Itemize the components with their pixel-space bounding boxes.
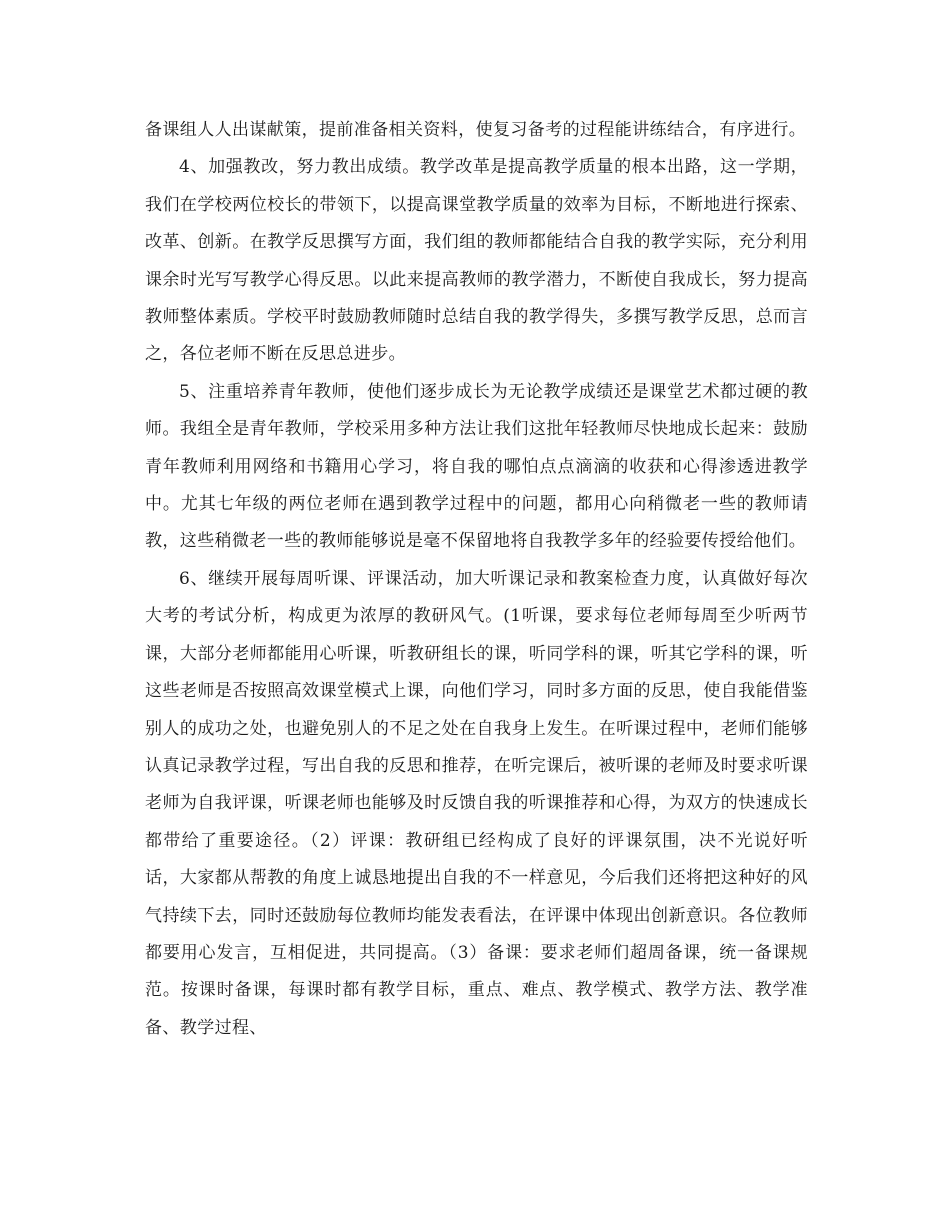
paragraph-item-5: 5、注重培养青年教师，使他们逐步成长为无论教学成绩还是课堂艺术都过硬的教师。我组全是青年教师，学校采用多种方法让我们这批年轻教师尽快地成长起来：鼓励青年教师利用网络和书籍用心学习，将自我的哪怕点点滴滴的收获和心得渗透进教学中。尤其七年级的两位老师在遇到教学过程中的问题，都用心向稍微老一些的教师请教，这些稍微老一些的教师能够说是毫不保留地将自我教学多年的经验要传授给他们。 <box>145 381 808 552</box>
paragraph-item-4: 4、加强教改，努力教出成绩。教学改革是提高教学质量的根本出路，这一学期，我们在学校两位校长的带领下，以提高课堂教学质量的效率为目标，不断地进行探索、改革、创新。在教学反思撰写方面，我们组的教师都能结合自我的教学实际，充分利用课余时光写写教学心得反思。以此来提高教师的教学潜力，不断使自我成长，努力提高教师整体素质。学校平时鼓励教师随时总结自我的教学得失，多撰写教学反思，总而言之，各位老师不断在反思总进步。 <box>145 157 808 365</box>
paragraph-item-6: 6、继续开展每周听课、评课活动，加大听课记录和教案检查力度，认真做好每次大考的考试分析，构成更为浓厚的教研风气。(1听课，要求每位老师每周至少听两节课，大部分老师都能用心听课，听教研组长的课，听同学科的课，听其它学科的课，听这些老师是否按照高效课堂模式上课，向他们学习，同时多方面的反思，使自我能借鉴别人的成功之处，也避免别人的不足之处在自我身上发生。在听课过程中，老师们能够认真记录教学过程，写出自我的反思和推荐，在听完课后，被听课的老师及时要求听课老师为自我评课，听课老师也能够及时反馈自我的听课推荐和心得，为双方的快速成长都带给了重要途径。（2）评课：教研组已经构成了良好的评课氛围，决不光说好听话，大家都从帮教的角度上诚恳地提出自我的不一样意见，今后我们还将把这种好的风气持续下去，同时还鼓励每位教师均能发表看法，在评课中体现出创新意识。各位教师都要用心发言，互相促进，共同提高。（3）备课：要求老师们超周备课，统一备课规范。按课时备课，每课时都有教学目标，重点、难点、教学模式、教学方法、教学准备、教学过程、 <box>145 568 808 1038</box>
paragraph-continuation: 备课组人人出谋献策，提前准备相关资料，使复习备考的过程能讲练结合，有序进行。 <box>145 120 807 140</box>
document-body <box>145 112 808 1047</box>
